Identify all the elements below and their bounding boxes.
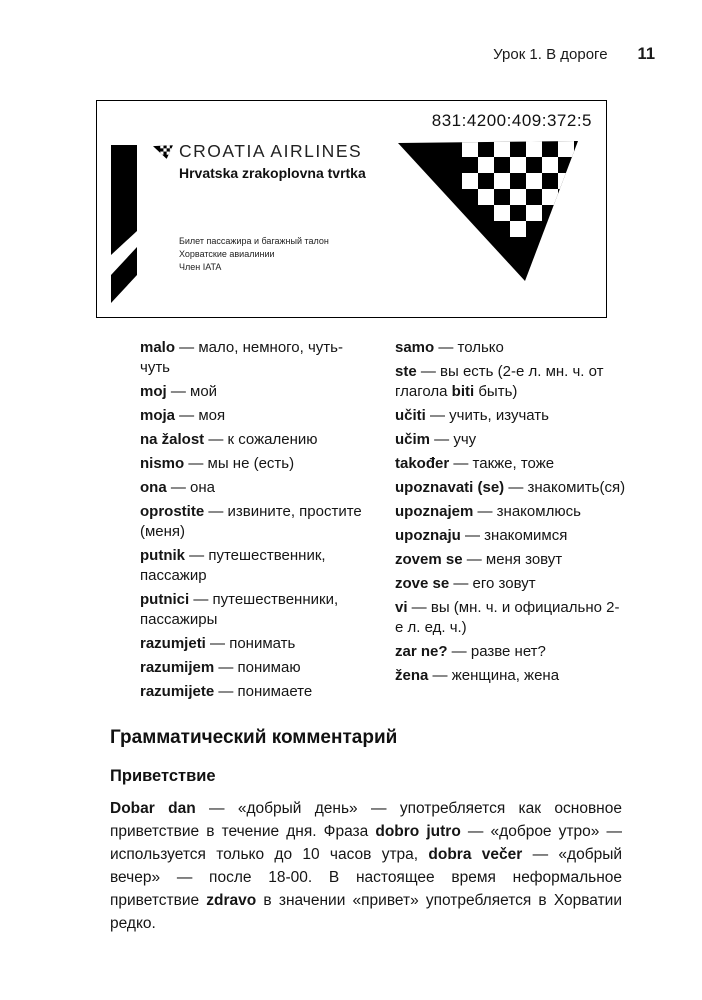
definition-text: — разве нет? <box>447 643 546 660</box>
definition-text: — женщина, жена <box>428 667 560 684</box>
definition-text: — к сожалению <box>204 431 318 448</box>
term-text: dobra večer <box>428 846 523 863</box>
definition-text: — только <box>434 339 504 356</box>
term-text: moja <box>140 407 176 424</box>
vocab-entry <box>395 642 627 662</box>
definition-text: — понимаете <box>214 683 313 700</box>
airline-brand-block <box>153 141 366 181</box>
term-text: zar ne? <box>395 643 448 660</box>
definition-text: быть) <box>474 383 518 400</box>
definition-text: — также, тоже <box>449 455 555 472</box>
term-text: dobro jutro <box>375 823 461 840</box>
definition-text: — «добрый вечер» — после 18-00. В настоящее время неформальное приветствие <box>110 846 622 909</box>
vocab-entry <box>395 526 627 546</box>
term-text: putnik <box>140 547 185 564</box>
vocab-entry <box>140 682 365 702</box>
vocab-entry <box>395 406 627 426</box>
term-text: upoznavati (se) <box>395 479 505 496</box>
boarding-pass-illustration <box>96 100 607 318</box>
vocab-entry <box>395 598 627 638</box>
term-text: razumijem <box>140 659 215 676</box>
definition-text: — путешественник, пассажир <box>140 547 326 584</box>
term-text: zdravo <box>206 892 257 909</box>
vocab-entry <box>140 658 365 678</box>
term-text: zovem se <box>395 551 463 568</box>
airline-subtitle: Hrvatska zrakoplovna tvrtka <box>179 165 366 181</box>
term-text: učiti <box>395 407 426 424</box>
vocab-entry <box>140 454 365 474</box>
definition-text: — путешественники, пассажиры <box>140 591 339 628</box>
vocab-column-right <box>395 338 627 706</box>
definition-text: — знакомлюсь <box>473 503 581 520</box>
term-text: na žalost <box>140 431 205 448</box>
term-text: također <box>395 455 450 472</box>
definition-text: — «доброе утро» — используется только до 10 часов утра, <box>110 823 622 863</box>
vocab-entry <box>395 666 627 686</box>
vocab-entry <box>395 362 627 402</box>
airline-name: CROATIA AIRLINES <box>179 141 363 161</box>
vocab-entry <box>140 478 365 498</box>
ticket-number: 831:4200:409:372:5 <box>431 111 592 130</box>
ticket-info-line: Хорватские авиалинии <box>179 249 275 259</box>
grammar-section <box>110 727 622 935</box>
term-text: razumjeti <box>140 635 206 652</box>
definition-text: — мало, немного, чуть-чуть <box>140 339 343 376</box>
term-text: razumijete <box>140 683 215 700</box>
ticket-info-lines <box>179 235 329 274</box>
vocab-entry <box>395 430 627 450</box>
croatia-airlines-logo-icon <box>153 145 173 159</box>
definition-text: — она <box>166 479 215 496</box>
vocab-entry <box>140 546 365 586</box>
term-text: moj <box>140 383 167 400</box>
definition-text: — знакомимся <box>460 527 568 544</box>
term-text: ste <box>395 363 417 380</box>
term-text: upoznaju <box>395 527 461 544</box>
term-text: samo <box>395 339 435 356</box>
term-text: putnici <box>140 591 190 608</box>
checkered-triangle-graphic <box>398 141 578 281</box>
definition-text: — знакомить(ся) <box>504 479 626 496</box>
vocab-entry <box>140 590 365 630</box>
page-number: 11 <box>637 45 655 63</box>
grammar-paragraph <box>110 797 622 935</box>
vocabulary-list <box>140 338 630 706</box>
ticket-side-bars-graphic <box>111 145 137 303</box>
term-text: malo <box>140 339 176 356</box>
vocab-entry <box>395 454 627 474</box>
term-text: biti <box>451 383 475 400</box>
definition-text: — учить, изучать <box>425 407 549 424</box>
term-text: učim <box>395 431 431 448</box>
grammar-section-title: Грамматический комментарий <box>110 727 398 748</box>
running-head <box>493 45 655 64</box>
vocab-entry <box>140 430 365 450</box>
vocab-entry <box>140 502 365 542</box>
definition-text: — понимать <box>205 635 296 652</box>
term-text: žena <box>395 667 429 684</box>
vocab-entry <box>395 574 627 594</box>
term-text: ona <box>140 479 167 496</box>
vocab-entry <box>395 502 627 522</box>
definition-text: в значении «привет» употребляется в Хорватии редко. <box>110 892 622 932</box>
vocab-entry <box>140 382 365 402</box>
definition-text: — понимаю <box>214 659 301 676</box>
term-text: Dobar dan <box>110 800 196 817</box>
definition-text: — мы не (есть) <box>184 455 295 472</box>
definition-text: — моя <box>175 407 226 424</box>
greeting-subsection-title: Приветствие <box>110 767 216 785</box>
definition-text: — вы есть (2-е л. мн. ч. от глагола <box>395 363 604 400</box>
vocab-entry <box>140 338 365 378</box>
vocab-entry <box>395 338 627 358</box>
vocab-entry <box>140 406 365 426</box>
term-text: vi <box>395 599 408 616</box>
definition-text: — его зовут <box>449 575 536 592</box>
vocab-entry <box>395 478 627 498</box>
chapter-title: Урок 1. В дороге <box>493 46 608 63</box>
definition-text: — учу <box>430 431 477 448</box>
definition-text: — мой <box>166 383 218 400</box>
vocab-entry <box>395 550 627 570</box>
ticket-info-line: Член IATA <box>179 262 222 272</box>
term-text: nismo <box>140 455 185 472</box>
term-text: zove se <box>395 575 450 592</box>
term-text: oprostite <box>140 503 205 520</box>
term-text: upoznajem <box>395 503 474 520</box>
definition-text: — меня зовут <box>462 551 563 568</box>
vocab-column-left <box>140 338 365 706</box>
vocab-entry <box>140 634 365 654</box>
ticket-info-line: Билет пассажира и багажный талон <box>179 236 329 246</box>
definition-text: — «добрый день» — употребляется как основное приветствие в течение дня. Фраза <box>110 800 622 840</box>
definition-text: — извините, простите (меня) <box>140 503 362 540</box>
definition-text: — вы (мн. ч. и официально 2-е л. ед. ч.) <box>395 599 620 636</box>
